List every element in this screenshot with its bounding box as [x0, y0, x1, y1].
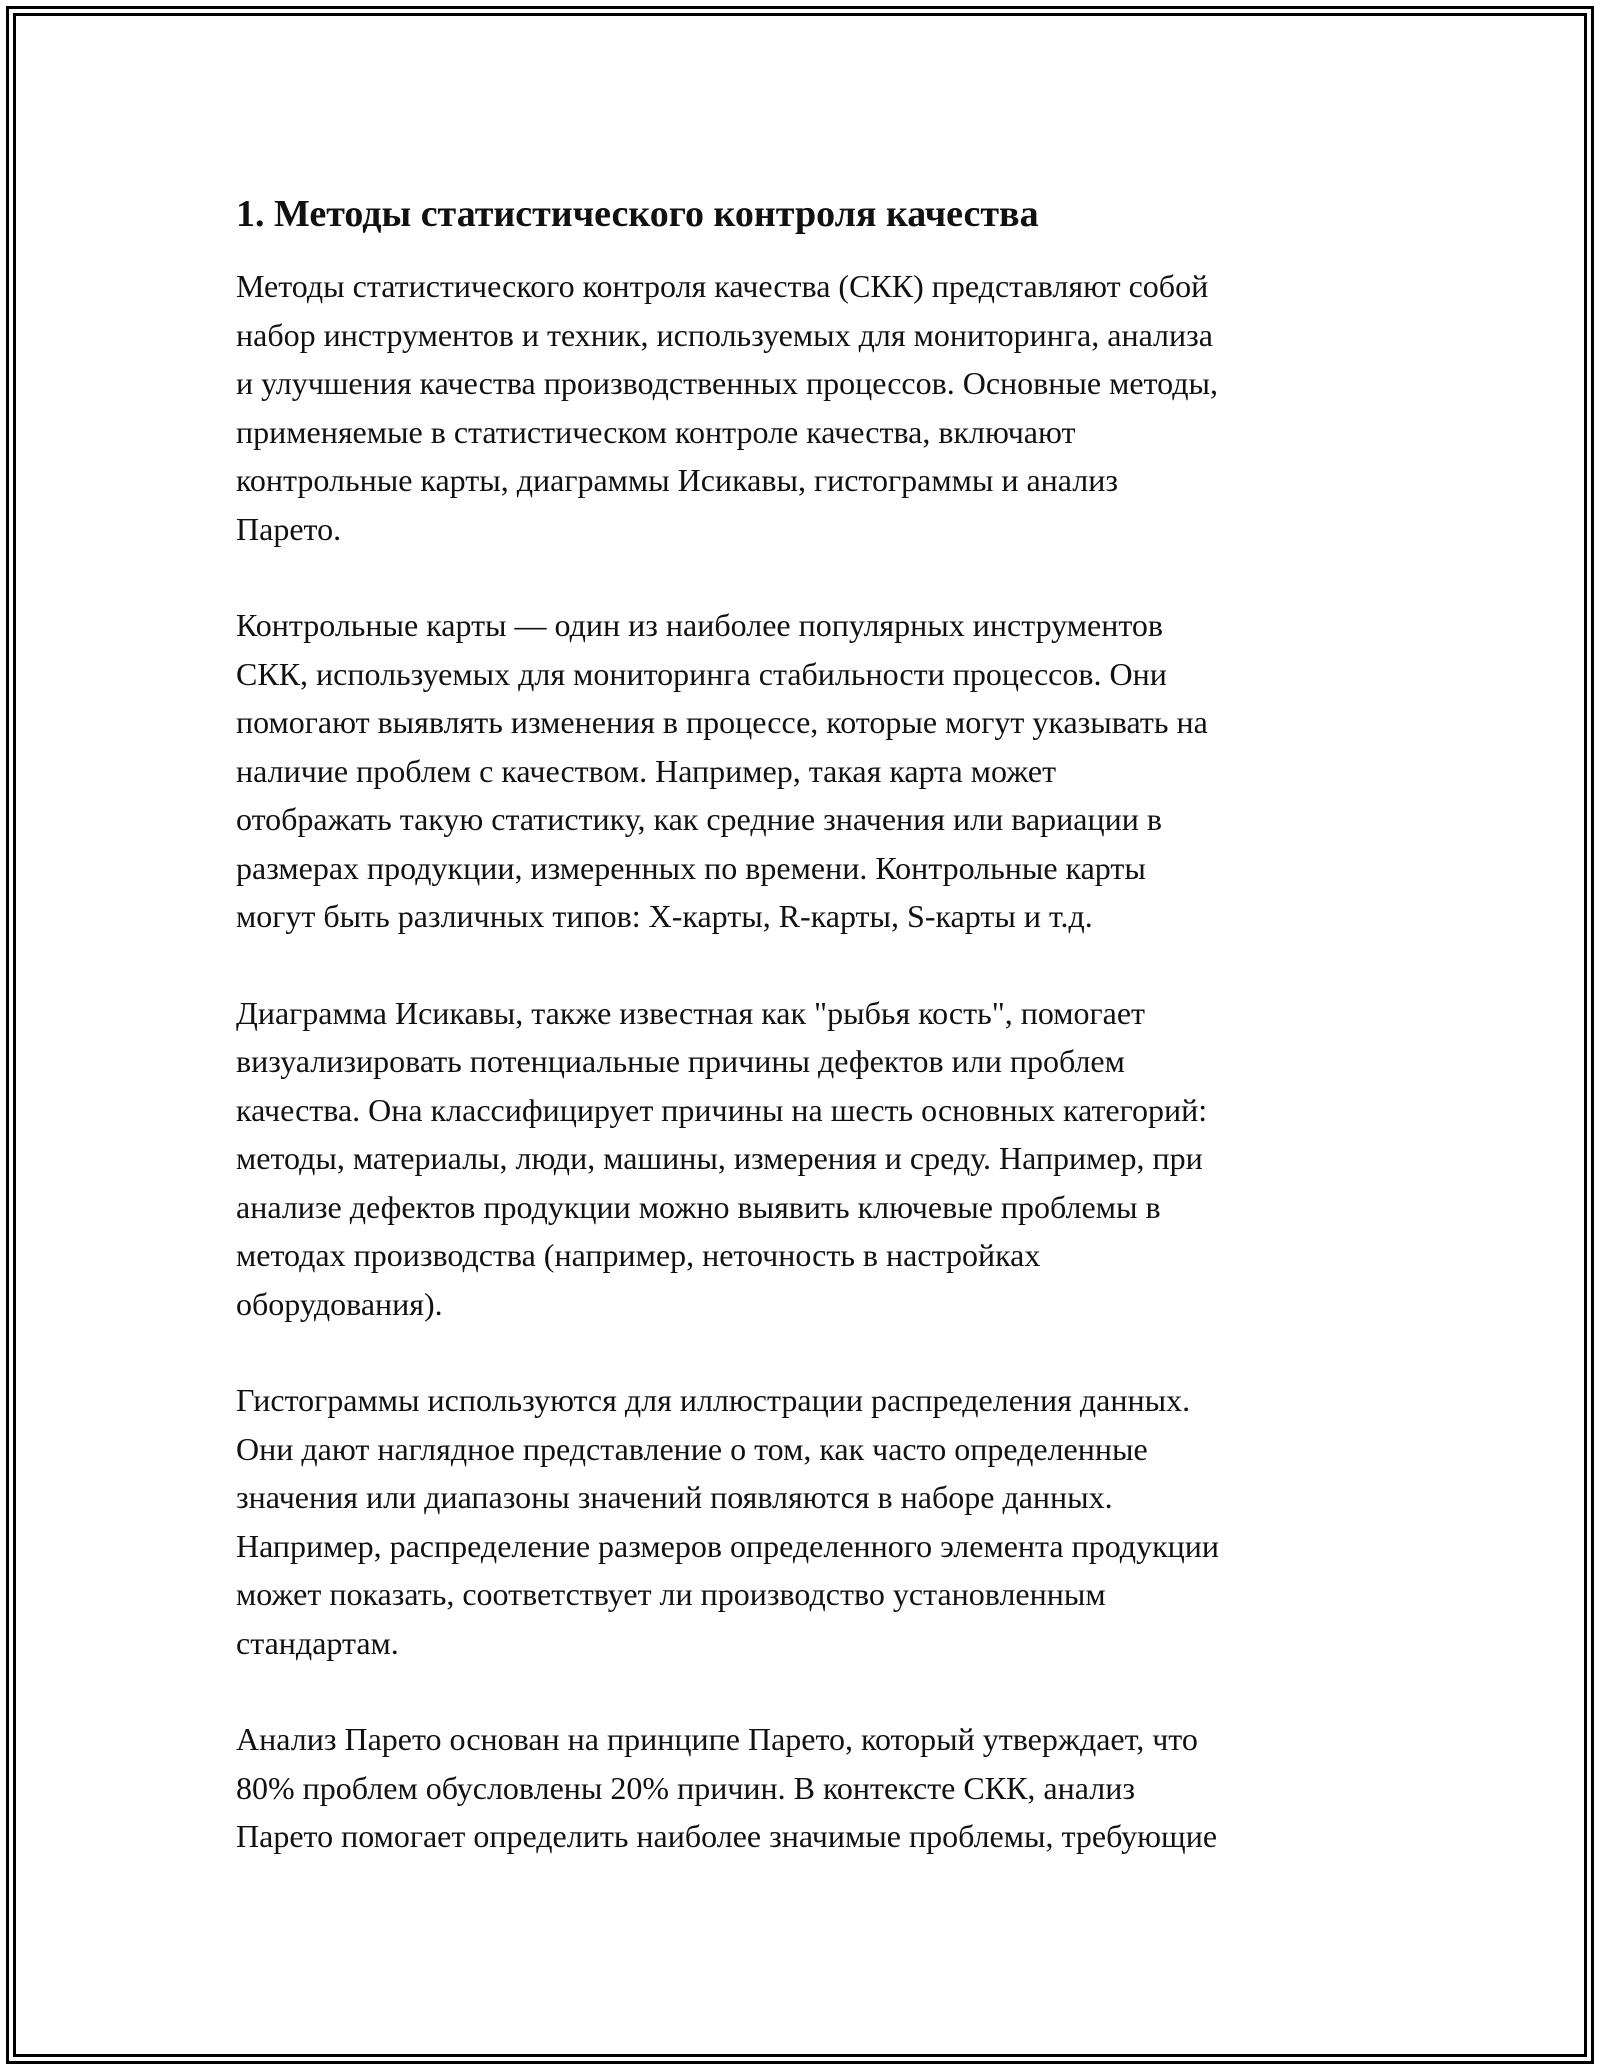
paragraph-intro: Методы статистического контроля качества (СКК) представляют собой набор инструментов и техник, используемых для мониторинга, анализа и улучшения качества производственных процессов. Основные методы, применяемые в статистическом контроле качества, включают контрольные карты, диаграммы Исикавы, гистограммы и анализ Парето. [236, 268, 1218, 547]
paragraph-pareto: Анализ Парето основан на принципе Парето, который утверждает, что 80% проблем обусловлены 20% причин. В контексте СКК, анализ Парето помогает определить наиболее значимые проблемы, требующие [236, 1721, 1218, 1854]
paragraph-control-charts: Контрольные карты — один из наиболее популярных инструментов СКК, используемых для мониторинга стабильности процессов. Они помогают выявлять изменения в процессе, которые могут указывать на наличие проблем с качеством. Например, такая карта может отображать такую статистику, как средние значения или вариации в размерах продукции, измеренных по времени. Контрольные карты могут быть различных типов: X-карты, R-карты, S-карты и т.д. [236, 607, 1208, 934]
paragraph-histograms: Гистограммы используются для иллюстрации распределения данных. Они дают наглядное представление о том, как часто определенные значения или диапазоны значений появляются в наборе данных. Например, распределение размеров определенного элемента продукции может показать, соответствует ли производство установленным стандартам. [236, 1382, 1219, 1661]
paragraph-ishikawa: Диаграмма Исикавы, также известная как "рыбья кость", помогает визуализировать потенциальные причины дефектов или проблем качества. Она классифицирует причины на шесть основных категорий: методы, материалы, люди, машины, измерения и среду. Например, при анализе дефектов продукции можно выявить ключевые проблемы в методах производства (например, неточность в настройках оборудования). [236, 994, 1208, 1322]
section-heading: 1. Методы статистического контроля качества [236, 193, 1039, 235]
document-body [236, 188, 1386, 1909]
